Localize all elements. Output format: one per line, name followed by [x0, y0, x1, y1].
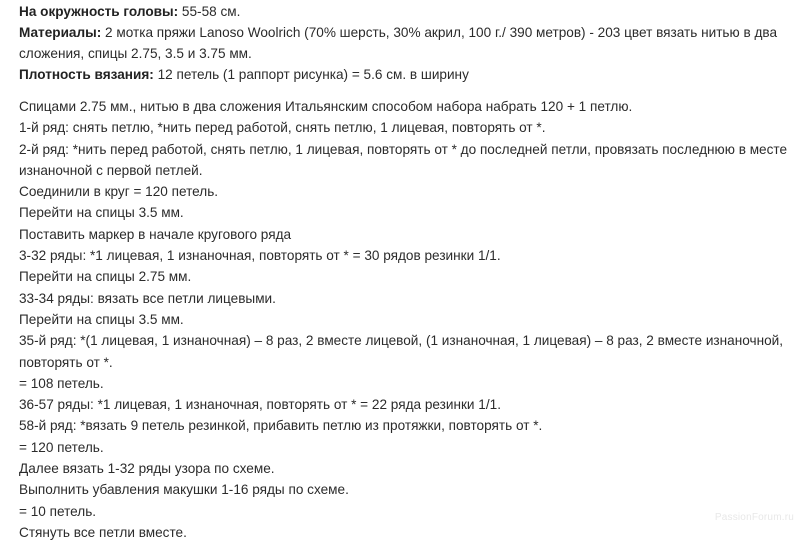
- gauge-label: Плотность вязания:: [19, 67, 154, 82]
- instruction-line: Стянуть все петли вместе.: [19, 524, 187, 540]
- gauge-line: [19, 64, 794, 85]
- instruction-line: 35-й ряд: *(1 лицевая, 1 изнаночная) – 8 раз, 2 вместе лицевой, (1 изнаночная, 1 лицевая) – 8 раз, 2 вместе изнаночной, повторять от *.: [19, 333, 784, 370]
- instruction-line: = 108 петель.: [19, 375, 104, 391]
- materials-value: 2 мотка пряжи Lanoso Woolrich (70% шерсть, 30% акрил, 100 г./ 390 метров) - 203 цвет вязать нитью в два сложения, спицы 2.75, 3.5 и 3.75 мм.: [19, 25, 778, 61]
- instruction-line: 2-й ряд: *нить перед работой, снять петлю, 1 лицевая, повторять от * до последней петли, провязать последнюю в месте изнаночной с первой петлей.: [19, 141, 788, 178]
- gauge-value: 12 петель (1 раппорт рисунка) = 5.6 см. в ширину: [153, 67, 469, 82]
- materials-label: Материалы:: [19, 25, 102, 40]
- pattern-document: [19, 0, 794, 543]
- instruction-line: Соединили в круг = 120 петель.: [19, 184, 219, 200]
- head-circumference-label: На окружность головы:: [19, 4, 179, 19]
- instruction-line: Спицами 2.75 мм., нитью в два сложения Итальянским способом набора набрать 120 + 1 петлю.: [19, 99, 633, 114]
- instruction-line: 33-34 ряды: вязать все петли лицевыми.: [19, 290, 276, 306]
- instruction-line: 3-32 ряды: *1 лицевая, 1 изнаночная, повторять от * = 30 рядов резинки 1/1.: [19, 248, 501, 264]
- watermark: PassionForum.ru: [714, 512, 794, 523]
- materials-line: [19, 22, 794, 64]
- instruction-line: Перейти на спицы 3.5 мм.: [19, 205, 184, 221]
- instruction-line: = 10 петель.: [19, 503, 97, 519]
- instruction-line: 58-й ряд: *вязать 9 петель резинкой, прибавить петлю из протяжки, повторять от *.: [19, 418, 543, 434]
- head-circumference-value: 55-58 см.: [178, 4, 241, 19]
- instruction-line: Поставить маркер в начале кругового ряда: [19, 226, 292, 242]
- instruction-line: Перейти на спицы 3.5 мм.: [19, 311, 184, 327]
- instruction-line: Перейти на спицы 2.75 мм.: [19, 269, 192, 285]
- section-gap: [19, 85, 794, 96]
- instruction-line: = 120 петель.: [19, 439, 104, 455]
- instruction-line: Далее вязать 1-32 ряды узора по схеме.: [19, 461, 275, 477]
- instruction-line: Выполнить убавления макушки 1-16 ряды по схеме.: [19, 482, 349, 498]
- instruction-line: 36-57 ряды: *1 лицевая, 1 изнаночная, повторять от * = 22 ряда резинки 1/1.: [19, 397, 501, 413]
- instruction-line: 1-й ряд: снять петлю, *нить перед работой, снять петлю, 1 лицевая, повторять от *.: [19, 120, 546, 136]
- head-circumference-line: [19, 1, 794, 22]
